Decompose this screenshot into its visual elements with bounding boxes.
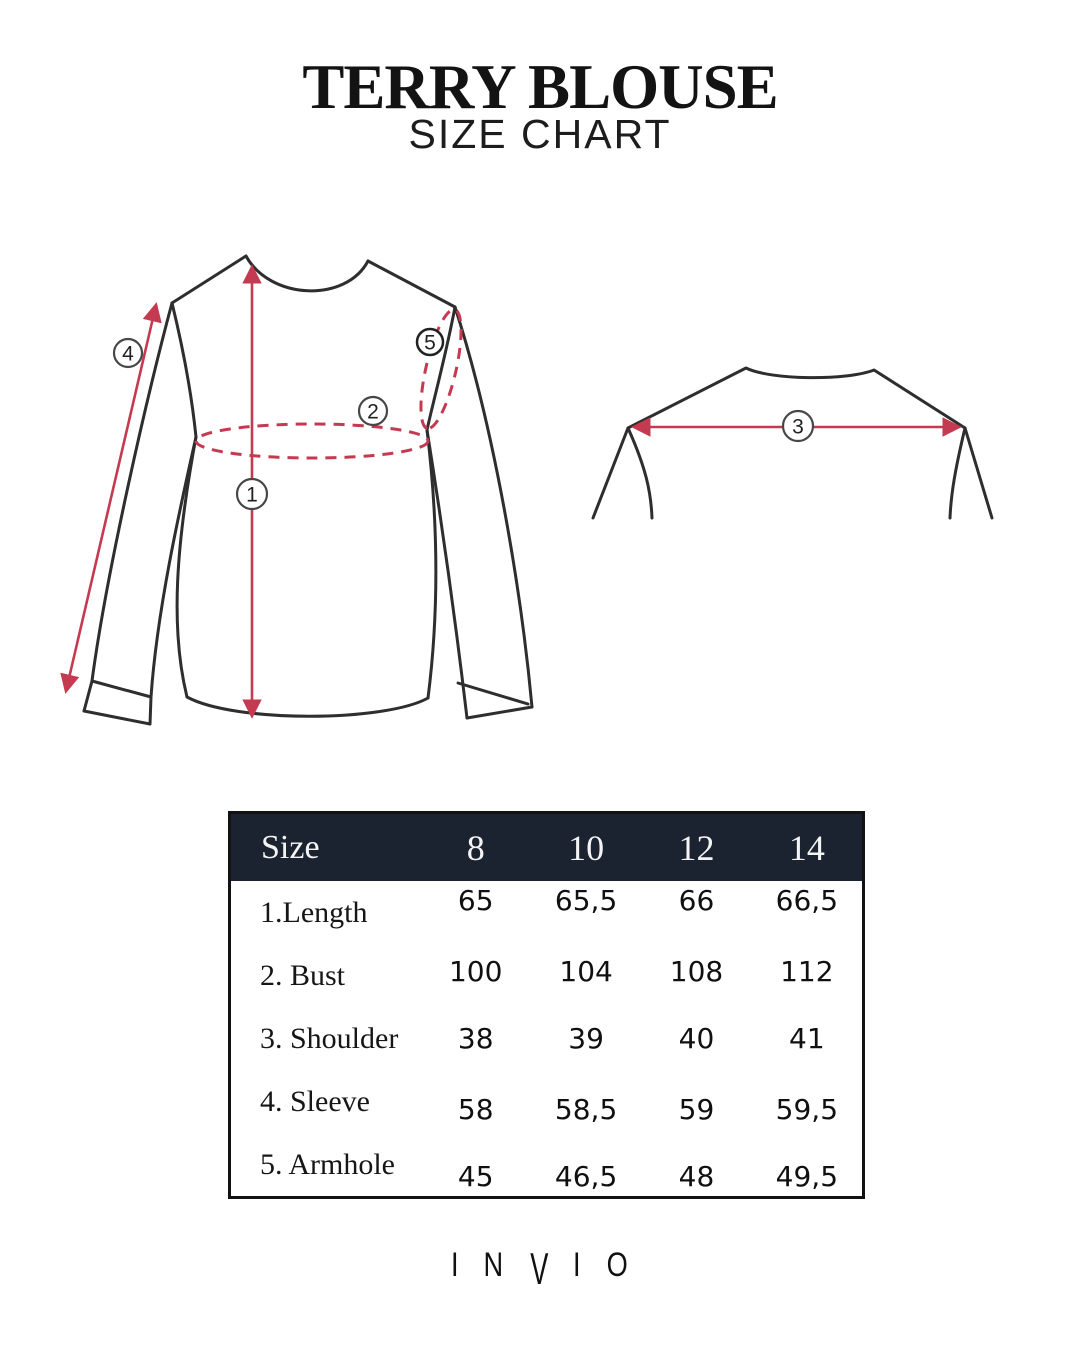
header-size-label: Size: [230, 813, 421, 882]
sleeve-arrow: [66, 305, 156, 691]
hem-line: [187, 697, 428, 716]
left-cuff-line: [92, 681, 151, 697]
length-value: 65,5: [554, 884, 618, 917]
back-view-garment: [593, 368, 992, 518]
row-label-sleeve: 4. Sleeve: [260, 1084, 370, 1118]
brand-logo: I N V I O: [450, 1244, 628, 1295]
sleeve-value: 59,5: [775, 1093, 839, 1126]
back-right-arm-inner: [950, 428, 965, 518]
row-label-bust: 2. Bust: [260, 958, 346, 992]
page-title: TERRY BLOUSE: [302, 52, 778, 122]
sleeve-value: 58,5: [554, 1093, 618, 1126]
marker-bust-number: 2: [367, 400, 379, 424]
marker-badges: [114, 329, 813, 509]
length-value: 66,5: [775, 884, 839, 917]
left-armhole-seam: [172, 303, 196, 437]
header-size-10: 10: [531, 813, 641, 882]
shoulder-value: 39: [568, 1022, 604, 1055]
marker-length-number: 1: [246, 483, 258, 507]
table-row: [230, 1007, 864, 1070]
back-left-arm-inner: [628, 428, 652, 518]
measurement-indicators: [66, 267, 959, 716]
bust-value: 112: [780, 955, 834, 988]
shoulder-value: 38: [457, 1022, 494, 1055]
table-row: [230, 1133, 864, 1198]
back-right-arm-outer: [965, 428, 992, 518]
neckline: [246, 256, 368, 291]
marker-armhole-number: 5: [424, 331, 436, 355]
right-sleeve-outer: [455, 307, 532, 707]
left-cuff-bottom: [84, 711, 150, 724]
marker-shoulder-number: 3: [792, 415, 804, 439]
row-label-armhole: 5. Armhole: [260, 1147, 395, 1181]
table-row: [230, 881, 864, 944]
page-subtitle: SIZE CHART: [408, 111, 672, 157]
shoulder-value: 41: [789, 1022, 825, 1055]
armhole-value: 48: [678, 1160, 715, 1193]
row-label-shoulder: 3. Shoulder: [260, 1021, 399, 1055]
right-cuff-bottom: [467, 707, 532, 718]
bust-value: 104: [559, 955, 613, 988]
left-shoulder-line: [172, 256, 246, 303]
sleeve-value: 59: [678, 1093, 715, 1126]
length-value: 65: [457, 884, 494, 917]
header-size-12: 12: [641, 813, 751, 882]
back-left-arm-outer: [593, 428, 628, 518]
right-sleeve-inner: [427, 430, 467, 718]
armhole-value: 49,5: [775, 1160, 839, 1193]
header-size-14: 14: [752, 813, 864, 882]
table-row: [230, 1070, 864, 1133]
row-label-length: 1.Length: [260, 895, 368, 929]
marker-sleeve-number: 4: [122, 342, 134, 366]
bust-ellipse: [196, 424, 428, 458]
shoulder-value: 40: [678, 1022, 715, 1055]
right-cuff-line: [458, 683, 528, 704]
table-row: [230, 944, 864, 1007]
length-value: 66: [678, 884, 715, 917]
armhole-value: 46,5: [554, 1160, 618, 1193]
right-shoulder-line: [368, 261, 455, 307]
size-table: [228, 811, 865, 1199]
sleeve-value: 58: [457, 1093, 494, 1126]
bust-value: 100: [448, 955, 503, 988]
header-size-8: 8: [421, 813, 531, 882]
bust-value: 108: [669, 955, 724, 988]
armhole-value: 45: [457, 1160, 494, 1193]
